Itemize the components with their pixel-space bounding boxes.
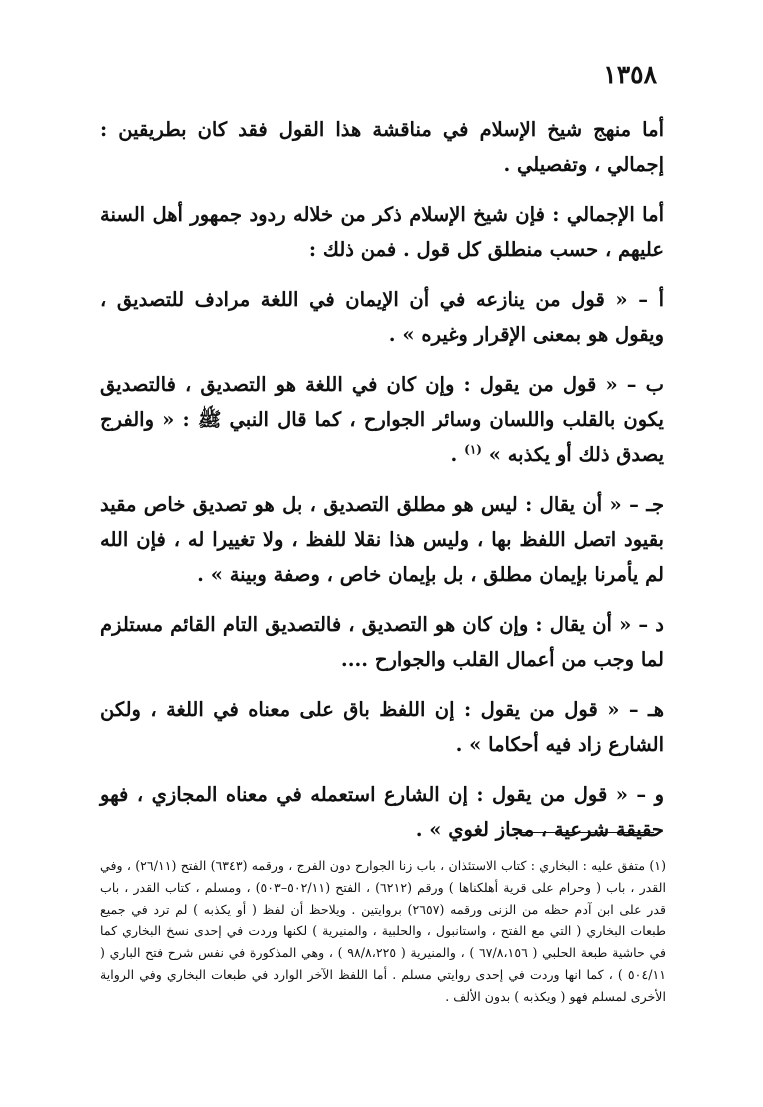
- paragraph-item-d: [100, 607, 664, 677]
- paragraph-item-f: [100, 777, 664, 847]
- paragraph-text: جـ – « أن يقال : ليس هو مطلق التصديق ، بل هو تصديق خاص مقيد بقيود اتصل اللفظ بها ، وليس هذا نقلا للفظ ، ولا تغييرا له ، فإن الله لم يأمرنا بإيمان مطلق ، بل بإيمان خاص ، وصفة وبينة » .: [100, 493, 664, 586]
- page-number: ١٣٥٨: [603, 60, 657, 89]
- paragraph-item-b: [100, 367, 664, 472]
- paragraph-item-c: [100, 487, 664, 592]
- paragraph-heading: أما الإجمالي :: [552, 203, 664, 226]
- paragraph-text: ب – « قول من يقول : وإن كان في اللغة هو التصديق ، فالتصديق يكون بالقلب واللسان وسائر الجوارح ، كما قال النبي ﷺ : « والفرج يصدق ذلك أو يكذبه »: [100, 373, 664, 466]
- footnote-1: (١) متفق عليه : البخاري : كتاب الاستئذان ، باب زنا الجوارح دون الفرج ، ورقمه (٦٣٤٣) الفتح (٢٦/١١) ، وفي القدر ، باب ( وحرام على قرية أهلكناها ) ورقم (٦٢١٢) ، الفتح (٥٠٢/١١–٥٠٣) ، ومسلم ، كتاب القدر ، باب قدر على ابن آدم حظه من الزنى ورقمه (٢٦٥٧) بروايتين . ويلاحظ أن لفظ ( أو يكذبه ) لم ترد في جميع طبعات البخاري ( التي مع الفتح ، واستانبول ، والحلبية ، والمنيرية ) لكنها وردت في إحدى نسخ البخاري كما في حاشية طبعة الحلبي ( ٦٧/٨،١٥٦ ) ، والمنيرية ( ٩٨/٨،٢٢٥ ) ، وهي المذكورة في نفس شرح فتح الباري ( ٥٠٤/١١ ) ، كما انها وردت في إحدى روايتي مسلم . أما اللفظ الآخر الوارد في طبعات البخاري وفي الرواية الأخرى لمسلم فهو ( ويكذبه ) بدون الألف .: [100, 858, 667, 1004]
- paragraph-general-method: [100, 197, 664, 267]
- paragraph-text: فإن شيخ الإسلام ذكر من خلاله ردود جمهور أهل السنة عليهم ، حسب منطلق كل قول . فمن ذلك :: [100, 203, 664, 261]
- paragraph-text: أما منهج شيخ الإسلام في مناقشة هذا القول فقد كان بطريقين : إجمالي ، وتفصيلي .: [100, 118, 664, 176]
- footnote-separator: [514, 832, 654, 833]
- paragraph-tail: .: [450, 443, 465, 466]
- paragraph-item-e: [100, 692, 664, 762]
- paragraph-text: هـ – « قول من يقول : إن اللفظ باق على معناه في اللغة ، ولكن الشارع زاد فيه أحكاما » .: [100, 698, 664, 756]
- paragraph-text: و – « قول من يقول : إن الشارع استعمله في معناه المجازي ، فهو حقيقة شرعية ، مجاز لغوي » .: [100, 783, 664, 841]
- paragraph-text: د – « أن يقال : وإن كان هو التصديق ، فالتصديق التام القائم مستلزم لما وجب من أعمال القلب والجوارح ....: [100, 613, 664, 671]
- paragraph-intro: [100, 112, 664, 182]
- main-text: [100, 112, 664, 862]
- footnotes: [100, 855, 666, 1008]
- footnote-reference[interactable]: (١): [464, 442, 482, 457]
- paragraph-text: أ – « قول من ينازعه في أن الإيمان في اللغة مرادف للتصديق ، ويقول هو بمعنى الإقرار وغيره » .: [100, 288, 664, 346]
- paragraph-item-a: [100, 282, 664, 352]
